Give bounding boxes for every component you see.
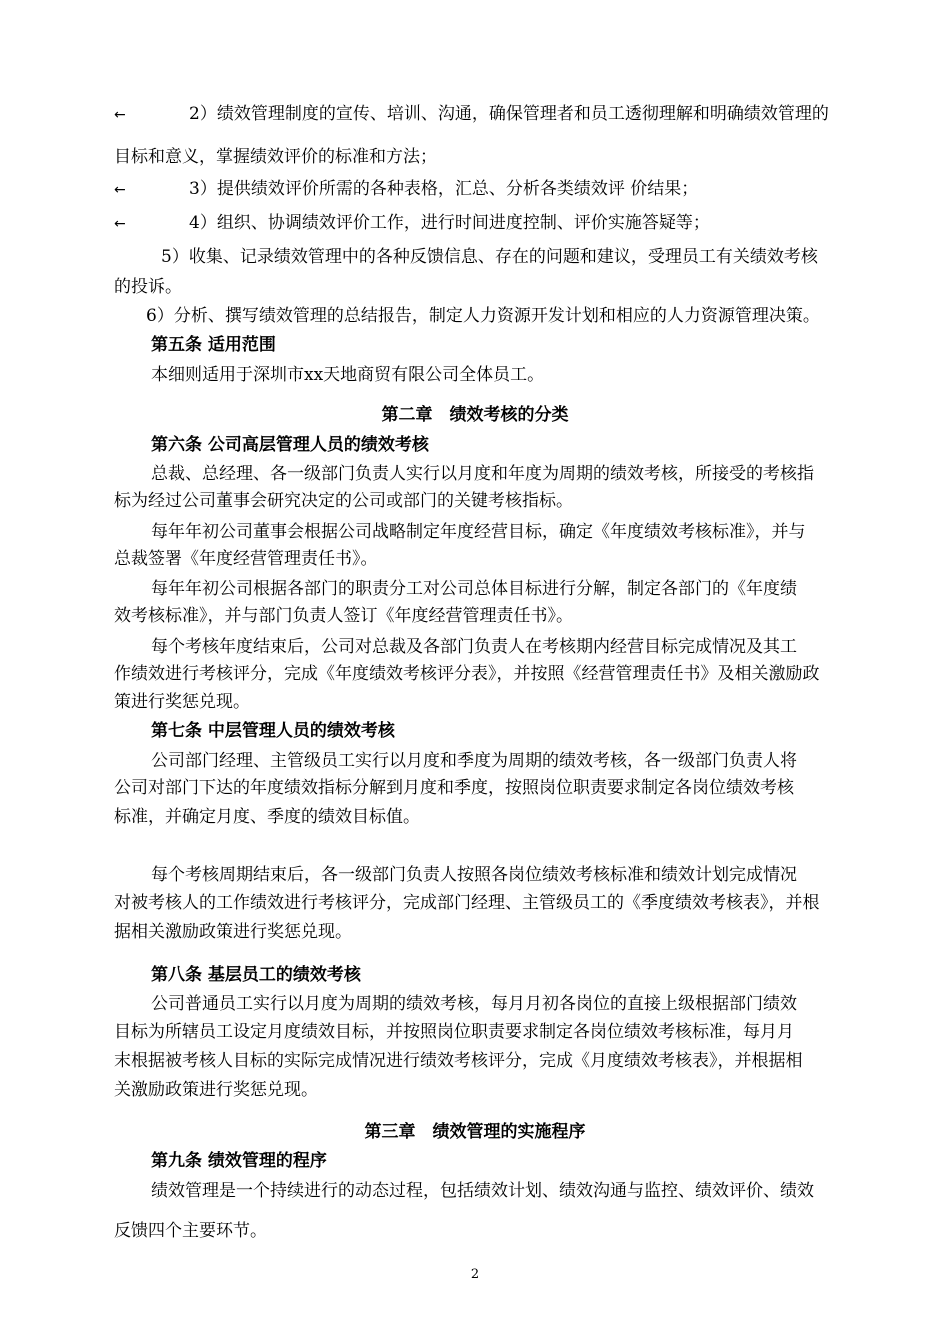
- return-arrow-icon: ←: [114, 216, 126, 232]
- return-arrow-icon: ←: [114, 107, 126, 123]
- return-arrow-icon: ←: [114, 182, 126, 198]
- chapter-heading: 第三章 绩效管理的实施程序: [364, 1122, 586, 1142]
- page-number: 2: [470, 1267, 480, 1282]
- chapter-heading: 第二章 绩效考核的分类: [381, 405, 569, 425]
- document-page: ← 2）绩效管理制度的宣传、培训、沟通，确保管理者和员工透彻理解和明确绩效管理的 目标和意义，掌握绩效评价的标准和方法； ← 3）提供绩效评价所需的各种表格，汇总、分析各类绩效评 价结果； ← 4）组织、协调绩效评价工作，进行时间进度控制、评价实施答疑等； 5）收集、记录绩效管理中的各种反馈信息、存在的问题和建议，受理员工有关绩效考核 的投诉。 6）分析、撰写绩效管理的总结报告，制定人力资源开发计划和相应的人力资源管理决策。 第五条 适用范围 本细则适用于深圳市xx天地商贸有限公司全体员工。 第二章 绩效考核的分类 第六条 公司高层管理人员的绩效考核 总裁、总经理、各一级部门负责人实行以月度和年度为周期的绩效考核，所接受的考核指 标为经过公司董事会研究决定的公司或部门的关键考核指标。 每年年初公司董事会根据公司战略制定年度经营目标，确定《年度绩效考核标准》，并与 总裁签署《年度经营管理责任书》。 每年年初公司根据各部门的职责分工对公司总体目标进行分解，制定各部门的《年度绩 效考核标准》，并与部门负责人签订《年度经营管理责任书》。 每个考核年度结束后，公司对总裁及各部门负责人在考核期内经营目标完成情况及其工 作绩效进行考核评分，完成《年度绩效考核评分表》，并按照《经营管理责任书》及相关激励政 策进行奖惩兑现。 第七条 中层管理人员的绩效考核 公司部门经理、主管级员工实行以月度和季度为周期的绩效考核，各一级部门负责人将 公司对部门下达的年度绩效指标分解到月度和季度，按照岗位职责要求制定各岗位绩效考核 标准，并确定月度、季度的绩效目标值。 每个考核周期结束后，各一级部门负责人按照各岗位绩效考核标准和绩效计划完成情况 对被考核人的工作绩效进行考核评分，完成部门经理、主管级员工的《季度绩效考核表》，并根 据相关激励政策进行奖惩兑现。 第八条 基层员工的绩效考核 公司普通员工实行以月度为周期的绩效考核，每月月初各岗位的直接上级根据部门绩效 目标为所辖员工设定月度绩效目标，并按照岗位职责要求制定各岗位绩效考核标准，每月月 末根据被考核人目标的实际完成情况进行绩效考核评分，完成《月度绩效考核表》，并根据相 关激励政策进行奖惩兑现。 第三章 绩效管理的实施程序 第九条 绩效管理的程序 绩效管理是一个持续进行的动态过程，包括绩效计划、绩效沟通与监控、绩效评价、绩效 反馈四个主要环节。 2: [0, 0, 950, 1344]
